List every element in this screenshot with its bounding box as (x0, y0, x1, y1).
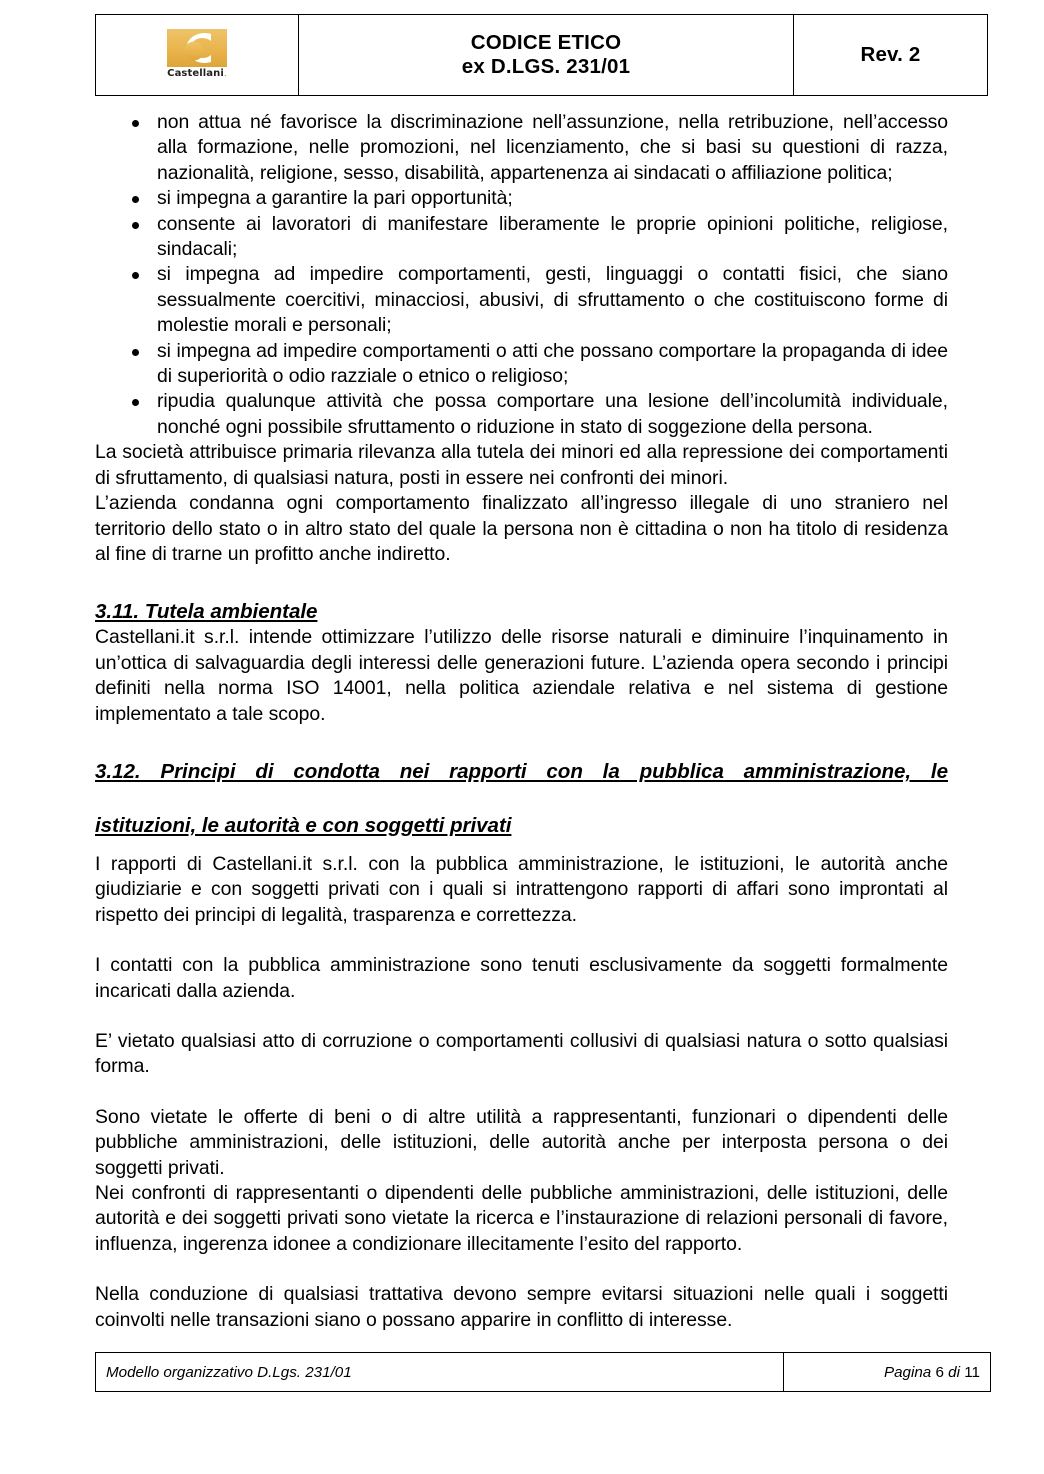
section-heading-3-12-line1: 3.12. Principi di condotta nei rapporti con la pubblica amministrazione, le (95, 759, 948, 783)
document-header-table (95, 14, 988, 96)
spacer (95, 839, 948, 852)
spacer (95, 928, 948, 953)
header-row (96, 15, 988, 96)
document-title-line2: ex D.LGS. 231/01 (461, 55, 631, 78)
spacer (95, 727, 948, 758)
paragraph-ingresso-illegale: L’azienda condanna ogni comportamento finalizzato all’ingresso illegale di uno straniero nel territorio dello stato o in altro stato del quale la persona non è cittadina o non ha titolo di residenza al fine di trarne un profitto anche indiretto. (95, 492, 948, 565)
paragraph-tutela-ambientale: Castellani.it s.r.l. intende ottimizzare l’utilizzo delle risorse naturali e diminuire l’inquinamento in un’ottica di salvaguardia degli interessi delle generazioni future. L’azienda opera secondo i principi definiti nella norma ISO 14001, nella politica aziendale relativa e nel sistema di gestione implementato a tale scopo. (95, 626, 948, 725)
logo-dot: . (223, 69, 227, 79)
paragraph-corruzione: E’ vietato qualsiasi atto di corruzione o comportamenti collusivi di qualsiasi natura o sotto qualsiasi forma. (95, 1029, 948, 1078)
company-logo (167, 29, 227, 79)
footer-page-indicator (784, 1353, 991, 1392)
principles-bullet-list (95, 110, 948, 440)
header-logo-cell (96, 15, 299, 96)
spacer (95, 1004, 948, 1029)
footer-page-word: Pagina (883, 1363, 932, 1381)
header-title-cell (299, 15, 794, 96)
footer-page-number: 6 (935, 1363, 944, 1381)
paragraph-rapporti-pa: I rapporti di Castellani.it s.r.l. con la pubblica amministrazione, le istituzioni, le autorità anche giudiziarie e con soggetti privati con i quali si intrattengono rapporti di affari sono improntati al rispetto dei principi di legalità, trasparenza e correttezza. (95, 852, 948, 926)
paragraph-conflitto-interesse: Nella conduzione di qualsiasi trattativa devono sempre evitarsi situazioni nelle quali i soggetti coinvolti nelle transazioni siano o possano apparire in conflitto di interesse. (95, 1283, 948, 1331)
spacer (95, 567, 948, 598)
spacer (95, 1080, 948, 1105)
spacer (95, 1257, 948, 1282)
logo-wordmark: Castellani. (167, 68, 227, 79)
document-title-line1: CODICE ETICO (470, 30, 622, 54)
castellani-logo-mark (167, 29, 227, 67)
list-item: consente ai lavoratori di manifestare liberamente le proprie opinioni politiche, religiose, sindacali; (95, 212, 948, 263)
footer-row (96, 1353, 991, 1392)
paragraph-offerte-beni: Sono vietate le offerte di beni o di altre utilità a rappresentanti, funzionari o dipendenti delle pubbliche amministrazioni, delle istituzioni, delle autorità anche per interposta persona o dei soggetti privati. (95, 1105, 948, 1179)
document-footer-table (95, 1352, 991, 1392)
paragraph-contatti-pa: I contatti con la pubblica amministrazione sono tenuti esclusivamente da soggetti formalmente incaricati dalla azienda. (95, 954, 948, 1002)
section-heading-3-11: 3.11. Tutela ambientale (95, 600, 318, 624)
list-item: si impegna ad impedire comportamenti, gesti, linguaggi o contatti fisici, che siano sessualmente coercitivi, minacciosi, abusivi, di sfruttamento o che costituiscono forme di molestie morali e personali; (95, 262, 948, 338)
paragraph-relazioni-favore: Nei confronti di rappresentanti o dipendenti delle pubbliche amministrazioni, delle istituzioni, delle autorità e dei soggetti privati sono vietate la ricerca e l’instaurazione di relazioni personali di favore, influenza, ingerenza idonee a condizionare illecitamente l’esito del rapporto. (95, 1182, 948, 1255)
list-item: ripudia qualunque attività che possa comportare una lesione dell’incolumità individuale, nonché ogni possibile sfruttamento o riduzione in stato di soggezione della persona. (95, 389, 948, 440)
revision-label: Rev. 2 (860, 43, 921, 66)
list-item: non attua né favorisce la discriminazione nell’assunzione, nella retribuzione, nell’accesso alla formazione, nelle promozioni, nel licenziamento, che si basi su questioni di razza, nazionalità, religione, sesso, disabilità, appartenenza ai sindacati o affiliazione politica; (95, 110, 948, 186)
list-item: si impegna ad impedire comportamenti o atti che possano comportare la propaganda di idee di superiorità o odio razziale o etnico o religioso; (95, 339, 948, 390)
document-body (95, 110, 948, 1333)
list-item: si impegna a garantire la pari opportunità; (95, 186, 948, 211)
document-title (305, 31, 787, 79)
header-revision-cell (794, 15, 988, 96)
footer-page-of: di (948, 1363, 960, 1381)
section-heading-3-12 (95, 758, 948, 839)
paragraph-tutela-minori: La società attribuisce primaria rilevanza alla tutela dei minori ed alla repressione dei comportamenti di sfruttamento, di qualsiasi natura, posti in essere nei confronti dei minori. (95, 441, 948, 489)
footer-page-total: 11 (964, 1363, 980, 1381)
section-heading-3-12-line2: istituzioni, le autorità e con soggetti privati (95, 813, 512, 837)
footer-document-label: Modello organizzativo D.Lgs. 231/01 (96, 1353, 784, 1392)
